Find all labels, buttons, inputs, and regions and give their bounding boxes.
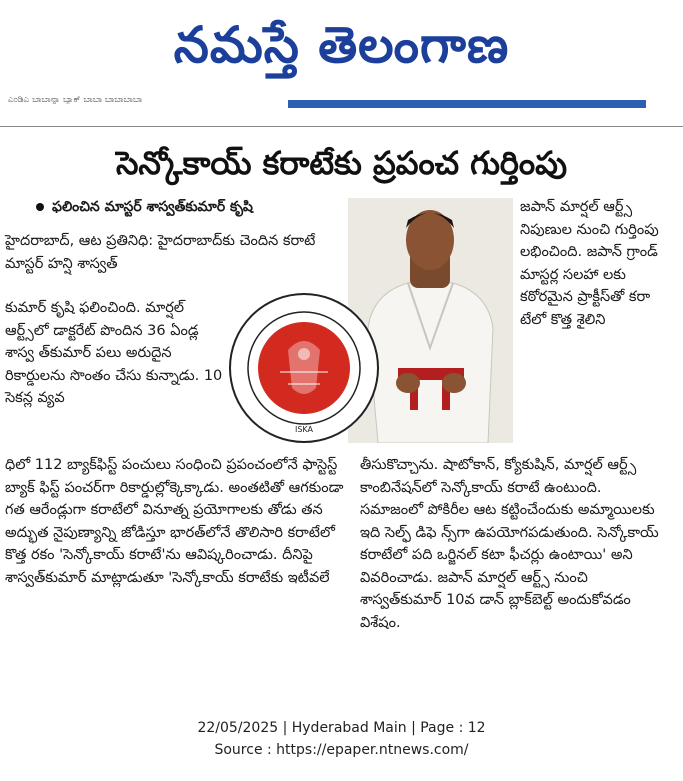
newspaper-logo: నమస్తే తెలంగాణ <box>173 16 510 74</box>
article-text-right-narrow: జపాన్ మార్షల్ ఆర్ట్స్ నిపుణుల నుంచి గుర్తింపు లభించింది. జపాన్ గ్రాండ్ మాస్టర్ల సలహా లకు కఠోరమైన ప్రాక్టీస్‌తో కరా టేలో కొత్త శైలిని <box>520 199 659 328</box>
edition-info: 22/05/2025 | Hyderabad Main | Page : 12 <box>197 720 486 736</box>
emblem-bottom-text: ISKA <box>294 425 314 434</box>
article-text-left-full: ధిలో 112 బ్యాక్‌ఫిస్ట్ పంచులు సంధించి ప్రపంచంలోనే ఫాస్టెస్ట్ బ్యాక్ ఫిస్ట్ పంచర్‌గా రికార్డుల్లోక్కెక్కాడు. అంతటితో ఆగకుండా గత ఆరేండ్లుగా కరాటేలో వినూత్న ప్రయోగాలకు తోడు తన అద్భుత నైపుణ్యాన్ని జోడిస్తూ భారత్‌లోనే తొలిసారి కరాటేలో కొత్త రకం 'సెన్కోకాయ్ కరాటే'ను ఆవిష్కరించాడు. దీనిపై శాస్వత్‌కుమార్ మాట్లాడుతూ 'సెన్కోకాయ్ కరాటేకు ఇటీవలే <box>5 457 344 586</box>
article-text-left-narrow: కుమార్ కృషి ఫలించింది. మార్షల్ ఆర్ట్స్‌లో డాక్టరేట్ పొందిన 36 ఏండ్ల శాస్వ త్‌కుమార్ పలు అరుదైన రికార్డులను సొంతం చేసు కున్నాడు. 10 సెకన్ల వ్యవ <box>5 300 223 406</box>
sub-headline <box>36 196 356 219</box>
article-text-right-wide: తీసుకొచ్చాను. షాటోకాన్, క్యోకుషిన్, మార్షల్ ఆర్ట్స్ కాంబినేషన్‌లో సెన్కోకాయ్ కరాటే ఉంటుంది. సమాజంలో పోకిరీల ఆట కట్టించేందుకు అమ్మాయిలకు ఇది సెల్ఫ్ డిఫె న్స్‌గా ఉపయోగపడుతుంది. సెన్కోకాయ్ కరాటేలో పది ఒర్జినల్ కటా ఫీచర్లు ఉంటాయి' అని వివరించాడు. జపాన్ మార్షల్ ఆర్ట్స్ నుంచి శాస్వత్‌కుమార్ 10వ డాన్ బ్లాక్‌బెల్ట్ అందుకోవడం విశేషం. <box>360 457 659 631</box>
masthead-bar <box>288 100 646 108</box>
emblem-seal-icon <box>228 292 380 444</box>
sub-headline-text: ఫలించిన మాస్టర్ శాస్వత్‌కుమార్ కృషి <box>52 199 253 215</box>
masthead-subline: ಎಂಡಿಎ ಬಾಬಾನ್ನಾ ಬ್ಯಾಕ್ ಬಾಬಾ ಬಾಬಾಬಾಬಾ <box>8 96 143 104</box>
article-text-left-top: హైదరాబాద్, ఆట ప్రతినిధి: హైదరాబాద్‌కు చెందిన కరాటే మాస్టర్ హన్షి శాస్వత్ <box>5 233 316 272</box>
bullet-icon <box>36 203 44 211</box>
masthead <box>0 0 683 90</box>
divider-rule <box>0 126 683 127</box>
article-headline: సెన్కోకాయ్ కరాటేకు ప్రపంచ గుర్తింపు <box>115 144 568 182</box>
source-link[interactable]: Source : https://epaper.ntnews.com/ <box>214 742 469 758</box>
karate-association-emblem <box>228 292 380 444</box>
